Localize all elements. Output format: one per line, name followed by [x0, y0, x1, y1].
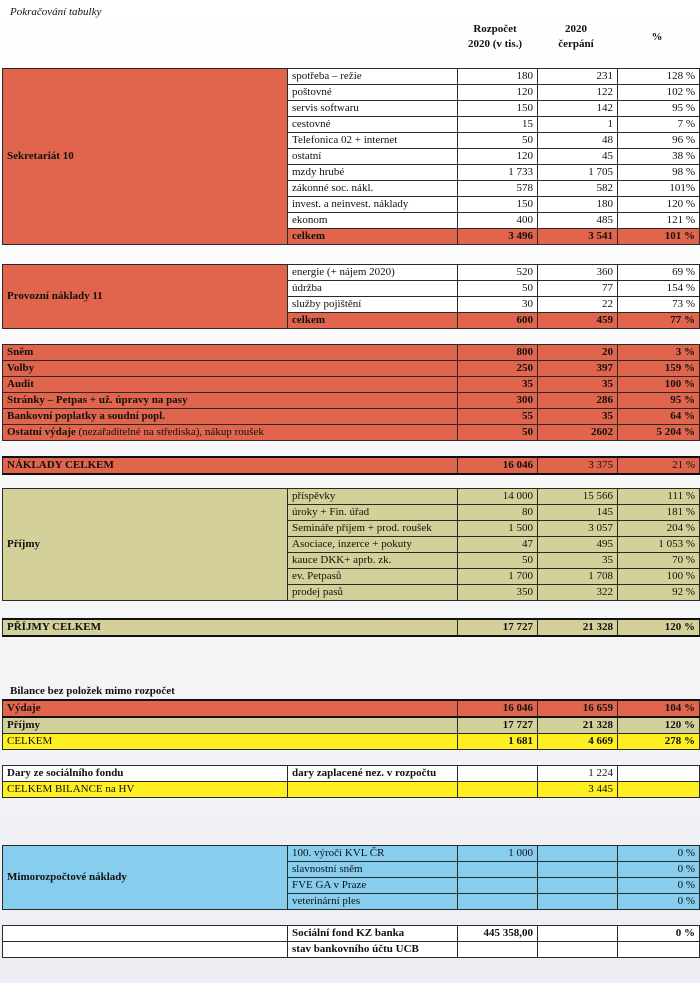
naklady-celkem-budget: 16 046 [458, 457, 538, 474]
mimo-pct: 0 % [618, 862, 700, 878]
prijmy-budget: 1 500 [458, 521, 538, 537]
celkem-bilance-desc [288, 782, 458, 798]
prijmy-row [3, 489, 700, 505]
bilance-spent: 4 669 [538, 734, 618, 750]
prijmy-budget: 47 [458, 537, 538, 553]
mimo-item: FVE GA v Praze [288, 878, 458, 894]
sekretariat-pct: 102 % [618, 85, 700, 101]
fond-spent [538, 926, 618, 942]
other-expense-budget: 300 [458, 393, 538, 409]
other-expense-name-text: Bankovní poplatky a soudní popl. [7, 410, 166, 422]
sekretariat-pct: 128 % [618, 69, 700, 85]
bilance-name: Výdaje [3, 700, 458, 717]
other-expense-pct: 95 % [618, 393, 700, 409]
bilance-title: Bilance bez položek mimo rozpočet [10, 685, 175, 697]
prijmy-celkem-pct: 120 % [618, 619, 700, 636]
other-expense-name-text: Volby [7, 362, 35, 374]
celkem-bilance-pct [618, 782, 700, 798]
fond-item: Sociální fond KZ banka [288, 926, 458, 942]
sekretariat-pct: 120 % [618, 197, 700, 213]
fond-pct: 0 % [618, 926, 700, 942]
prijmy-celkem-table [2, 618, 700, 637]
dary-row [3, 766, 700, 782]
other-expense-budget: 800 [458, 345, 538, 361]
dary-pct [618, 766, 700, 782]
other-expense-spent: 35 [538, 377, 618, 393]
sekretariat-spent: 1 [538, 117, 618, 133]
header-budget [456, 22, 534, 52]
mimo-budget [458, 862, 538, 878]
provozni-pct: 69 % [618, 265, 700, 281]
prijmy-label: Příjmy [3, 489, 288, 601]
other-expense-name [3, 345, 458, 361]
naklady-celkem-spent: 3 375 [538, 457, 618, 474]
other-expense-spent: 2602 [538, 425, 618, 441]
mimo-pct: 0 % [618, 878, 700, 894]
prijmy-pct: 1 053 % [618, 537, 700, 553]
other-expense-spent: 20 [538, 345, 618, 361]
bilance-pct: 104 % [618, 700, 700, 717]
celkem-bilance-spent: 3 445 [538, 782, 618, 798]
header-spent-line2: čerpání [558, 38, 594, 50]
sekretariat-spent: 142 [538, 101, 618, 117]
sekretariat-item: ostatní [288, 149, 458, 165]
mimo-spent [538, 894, 618, 910]
provozni-table [2, 264, 700, 329]
other-expense-pct: 64 % [618, 409, 700, 425]
prijmy-celkem-row [3, 619, 700, 636]
fond-empty-cell [3, 942, 288, 958]
celkem-bilance-label: CELKEM BILANCE na HV [3, 782, 288, 798]
other-expense-name [3, 377, 458, 393]
bilance-spent: 16 659 [538, 700, 618, 717]
bilance-table [2, 699, 700, 750]
other-expense-budget: 55 [458, 409, 538, 425]
sekretariat-pct: 101% [618, 181, 700, 197]
other-expense-pct: 100 % [618, 377, 700, 393]
mimo-item: 100. výročí KVL ČR [288, 846, 458, 862]
prijmy-budget: 350 [458, 585, 538, 601]
mimo-budget: 1 000 [458, 846, 538, 862]
prijmy-pct: 204 % [618, 521, 700, 537]
bilance-row [3, 700, 700, 717]
fond-item: stav bankovního účtu UCB [288, 942, 458, 958]
prijmy-item: úroky + Fin. úřad [288, 505, 458, 521]
sekretariat-spent: 1 705 [538, 165, 618, 181]
sekretariat-budget: 3 496 [458, 229, 538, 245]
fond-budget: 445 358,00 [458, 926, 538, 942]
other-expense-pct: 5 204 % [618, 425, 700, 441]
table-continuation-caption: Pokračování tabulky [10, 6, 102, 18]
bilance-name: CELKEM [3, 734, 458, 750]
prijmy-budget: 50 [458, 553, 538, 569]
provozni-spent: 459 [538, 313, 618, 329]
provozni-budget: 30 [458, 297, 538, 313]
sekretariat-budget: 150 [458, 197, 538, 213]
sekretariat-budget: 15 [458, 117, 538, 133]
provozni-budget: 50 [458, 281, 538, 297]
naklady-celkem-table [2, 456, 700, 475]
provozni-spent: 77 [538, 281, 618, 297]
fond-budget [458, 942, 538, 958]
provozni-item: služby pojištění [288, 297, 458, 313]
prijmy-pct: 70 % [618, 553, 700, 569]
sekretariat-budget: 120 [458, 149, 538, 165]
sekretariat-item: servis softwaru [288, 101, 458, 117]
fond-spent [538, 942, 618, 958]
naklady-celkem-pct: 21 % [618, 457, 700, 474]
mimo-item: veterinární ples [288, 894, 458, 910]
fond-row [3, 926, 700, 942]
sekretariat-item: Telefonica 02 + internet [288, 133, 458, 149]
other-expense-row [3, 377, 700, 393]
bilance-spent: 21 328 [538, 717, 618, 734]
sekretariat-spent: 45 [538, 149, 618, 165]
sekretariat-budget: 150 [458, 101, 538, 117]
bilance-pct: 278 % [618, 734, 700, 750]
prijmy-pct: 100 % [618, 569, 700, 585]
fond-pct [618, 942, 700, 958]
prijmy-budget: 14 000 [458, 489, 538, 505]
provozni-budget: 520 [458, 265, 538, 281]
prijmy-spent: 145 [538, 505, 618, 521]
provozni-pct: 73 % [618, 297, 700, 313]
other-expense-row [3, 425, 700, 441]
sekretariat-item: invest. a neinvest. náklady [288, 197, 458, 213]
provozni-budget: 600 [458, 313, 538, 329]
prijmy-pct: 181 % [618, 505, 700, 521]
other-expense-budget: 35 [458, 377, 538, 393]
provozni-spent: 22 [538, 297, 618, 313]
sekretariat-pct: 95 % [618, 101, 700, 117]
mimo-row [3, 846, 700, 862]
prijmy-spent: 1 708 [538, 569, 618, 585]
other-expense-name-text: Stránky – Petpas + už. úpravy na pasy [7, 394, 188, 406]
sekretariat-spent: 122 [538, 85, 618, 101]
provozni-item: energie (+ nájem 2020) [288, 265, 458, 281]
sekretariat-pct: 7 % [618, 117, 700, 133]
sekretariat-budget: 400 [458, 213, 538, 229]
sekretariat-budget: 120 [458, 85, 538, 101]
other-expense-name-text: Sněm [7, 346, 34, 358]
sekretariat-pct: 98 % [618, 165, 700, 181]
provozni-item: údržba [288, 281, 458, 297]
celkem-bilance-row [3, 782, 700, 798]
prijmy-item: prodej pasů [288, 585, 458, 601]
prijmy-celkem-label: PŘÍJMY CELKEM [3, 619, 458, 636]
prijmy-budget: 80 [458, 505, 538, 521]
header-budget-line1: Rozpočet [473, 23, 517, 35]
dary-label: Dary ze sociálního fondu [3, 766, 288, 782]
provozni-spent: 360 [538, 265, 618, 281]
other-expenses-table [2, 344, 700, 441]
other-expense-note: (nezařaditelné na střediska), nákup roušek [78, 426, 264, 438]
sekretariat-item: zákonné soc. nákl. [288, 181, 458, 197]
other-expense-name [3, 393, 458, 409]
sekretariat-item: cestovné [288, 117, 458, 133]
prijmy-item: příspěvky [288, 489, 458, 505]
prijmy-budget: 1 700 [458, 569, 538, 585]
mimo-spent [538, 878, 618, 894]
header-spent-line1: 2020 [565, 23, 587, 35]
prijmy-item: ev. Petpasů [288, 569, 458, 585]
provozni-row [3, 265, 700, 281]
other-expense-name-text: Ostatní výdaje [7, 426, 76, 438]
sekretariat-spent: 582 [538, 181, 618, 197]
sekretariat-label: Sekretariát 10 [3, 69, 288, 245]
prijmy-spent: 3 057 [538, 521, 618, 537]
bilance-budget: 16 046 [458, 700, 538, 717]
naklady-celkem-row [3, 457, 700, 474]
mimo-pct: 0 % [618, 846, 700, 862]
bilance-row [3, 717, 700, 734]
mimo-budget [458, 878, 538, 894]
prijmy-item: Semináře příjem + prod. roušek [288, 521, 458, 537]
dary-desc: dary zaplacené nez. v rozpočtu [288, 766, 458, 782]
other-expense-name [3, 409, 458, 425]
other-expense-row [3, 393, 700, 409]
sekretariat-item: spotřeba – režie [288, 69, 458, 85]
other-expense-name [3, 361, 458, 377]
prijmy-pct: 111 % [618, 489, 700, 505]
sekretariat-budget: 50 [458, 133, 538, 149]
mimo-budget [458, 894, 538, 910]
bilance-name: Příjmy [3, 717, 458, 734]
sekretariat-pct: 101 % [618, 229, 700, 245]
sekretariat-budget: 1 733 [458, 165, 538, 181]
dary-table [2, 765, 700, 798]
celkem-bilance-budget [458, 782, 538, 798]
other-expense-budget: 50 [458, 425, 538, 441]
provozni-pct: 77 % [618, 313, 700, 329]
mimorozpoctove-table [2, 845, 700, 910]
other-expense-row [3, 361, 700, 377]
sekretariat-item: mzdy hrubé [288, 165, 458, 181]
other-expense-spent: 286 [538, 393, 618, 409]
sekretariat-pct: 96 % [618, 133, 700, 149]
sekretariat-item: poštovné [288, 85, 458, 101]
prijmy-item: kauce DKK+ aprb. zk. [288, 553, 458, 569]
other-expense-pct: 3 % [618, 345, 700, 361]
prijmy-pct: 92 % [618, 585, 700, 601]
dary-spent: 1 224 [538, 766, 618, 782]
bilance-pct: 120 % [618, 717, 700, 734]
prijmy-spent: 495 [538, 537, 618, 553]
prijmy-table [2, 488, 700, 601]
prijmy-spent: 35 [538, 553, 618, 569]
fond-empty-cell [3, 926, 288, 942]
sekretariat-budget: 578 [458, 181, 538, 197]
sekretariat-pct: 38 % [618, 149, 700, 165]
dary-budget [458, 766, 538, 782]
bilance-budget: 17 727 [458, 717, 538, 734]
header-spent [536, 22, 616, 52]
sekretariat-budget: 180 [458, 69, 538, 85]
prijmy-item: Asociace, inzerce + pokuty [288, 537, 458, 553]
prijmy-celkem-spent: 21 328 [538, 619, 618, 636]
mimo-spent [538, 846, 618, 862]
sekretariat-spent: 231 [538, 69, 618, 85]
mimo-label: Mimorozpočtové náklady [3, 846, 288, 910]
sekretariat-spent: 180 [538, 197, 618, 213]
naklady-celkem-label: NÁKLADY CELKEM [3, 457, 458, 474]
socialni-fond-table [2, 925, 700, 958]
prijmy-spent: 15 566 [538, 489, 618, 505]
sekretariat-spent: 48 [538, 133, 618, 149]
header-percent: % [651, 31, 663, 43]
sekretariat-row [3, 69, 700, 85]
prijmy-celkem-budget: 17 727 [458, 619, 538, 636]
mimo-item: slavnostní sněm [288, 862, 458, 878]
other-expense-spent: 397 [538, 361, 618, 377]
other-expense-pct: 159 % [618, 361, 700, 377]
other-expense-row [3, 409, 700, 425]
mimo-spent [538, 862, 618, 878]
sekretariat-item: celkem [288, 229, 458, 245]
bilance-budget: 1 681 [458, 734, 538, 750]
other-expense-name-text: Audit [7, 378, 34, 390]
other-expense-name [3, 425, 458, 441]
sekretariat-spent: 3 541 [538, 229, 618, 245]
provozni-item: celkem [288, 313, 458, 329]
mimo-pct: 0 % [618, 894, 700, 910]
prijmy-spent: 322 [538, 585, 618, 601]
sekretariat-table [2, 68, 700, 245]
provozni-label: Provozní náklady 11 [3, 265, 288, 329]
other-expense-budget: 250 [458, 361, 538, 377]
sekretariat-item: ekonom [288, 213, 458, 229]
provozni-pct: 154 % [618, 281, 700, 297]
sekretariat-spent: 485 [538, 213, 618, 229]
fond-row [3, 942, 700, 958]
header-budget-line2: 2020 (v tis.) [467, 38, 523, 50]
sekretariat-pct: 121 % [618, 213, 700, 229]
bilance-row [3, 734, 700, 750]
other-expense-row [3, 345, 700, 361]
other-expense-spent: 35 [538, 409, 618, 425]
